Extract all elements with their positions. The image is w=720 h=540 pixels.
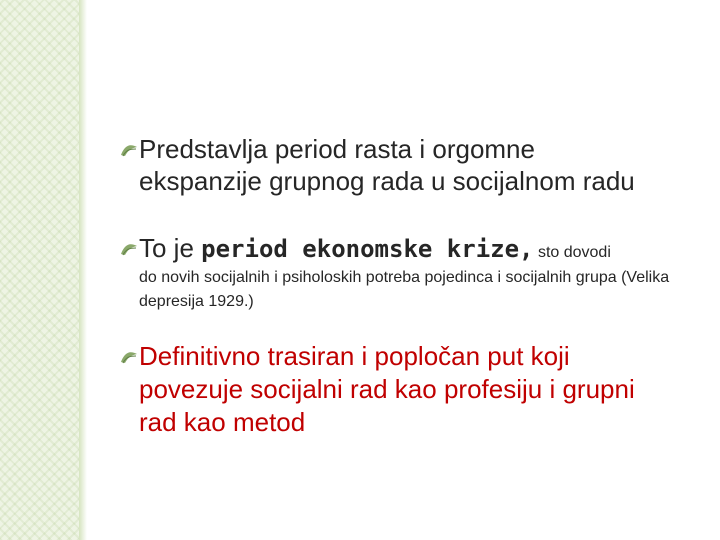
bullet-2-bold: period ekonomske krize, (201, 235, 534, 263)
bullet-text-3: Definitivno trasiran i popločan put koji povezuje socijalni rad kao profesiju i grupni rad kao metod (139, 341, 635, 437)
ribbon-bullet-icon (119, 140, 139, 160)
bullet-text-2-continuation: do novih socijalnih i psiholoskih potreba pojedinca i socijalnih grupa (Velika depresija 1929.) (139, 269, 670, 310)
bullet-2-tail-inline: sto dovodi (533, 244, 611, 261)
ribbon-bullet-icon (119, 347, 139, 367)
bullet-text-1: Predstavlja period rasta i orgomne ekspanzije grupnog rada u socijalnom radu (139, 134, 635, 196)
bullet-2-lead: To je (139, 233, 202, 263)
bullet-text-2-first-line (139, 232, 699, 264)
ribbon-bullet-icon (119, 239, 139, 259)
